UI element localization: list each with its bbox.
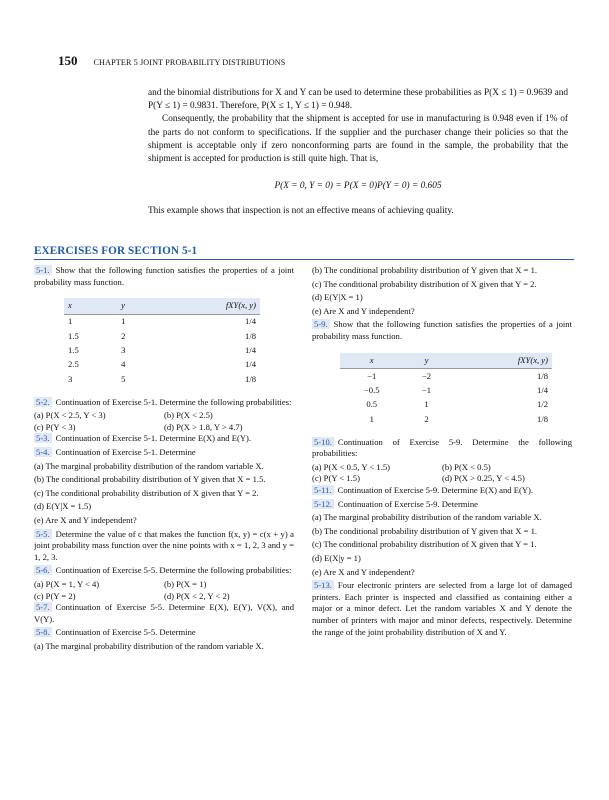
table-header-cell: x xyxy=(340,353,403,369)
part-a: (a) The marginal probability distribution of the random variable X. xyxy=(34,460,264,471)
exercise-text: Continuation of Exercise 5-1. Determine the following probabilities: xyxy=(55,396,292,407)
part-d: (d) P(X > 1.8, Y > 4.7) xyxy=(164,421,243,432)
table-cell: 5 xyxy=(121,373,126,384)
exercise-text: Continuation of Exercise 5-5. Determine E(X), E(Y), V(X), and V(Y). xyxy=(34,602,294,624)
exercise-text: Show that the following function satisfies the properties of a joint probability mass function. xyxy=(312,319,572,341)
exercise-text: Determine the value of c that makes the function f(x, y) = c(x + y) a joint probability mass function over the nine points with x = 1, 2, 3 and y = 1, 2, 3. xyxy=(34,528,294,562)
part-d: (d) E(Y|X = 1) xyxy=(312,292,363,303)
exercise-5-3 xyxy=(34,433,294,445)
table-cell: 1.5 xyxy=(68,330,79,341)
exercise-5-12 xyxy=(312,499,572,511)
exercise-number: 5-4. xyxy=(36,447,50,458)
part-c: (c) P(Y = 2) xyxy=(34,590,76,601)
table-header-cell: fXY(x, y) xyxy=(152,298,260,314)
table-cell: −2 xyxy=(421,370,432,381)
part-b: (b) P(X = 1) xyxy=(164,578,207,589)
table-cell: 1/4 xyxy=(245,359,256,370)
part-a: (a) P(X = 1, Y < 4) xyxy=(34,578,100,589)
table-cell: 0.5 xyxy=(366,399,378,410)
left-column xyxy=(34,265,294,655)
part-b: (b) The conditional probability distribution of Y given that X = 1.5. xyxy=(34,474,266,485)
table-row xyxy=(64,358,260,372)
table-row xyxy=(340,384,552,398)
table-cell: 1.5 xyxy=(68,344,79,355)
exercise-text: Continuation of Exercise 5-9. Determine the following probabilities: xyxy=(312,436,572,459)
part-b: (b) The conditional probability distribution of Y given that X = 1. xyxy=(312,265,538,275)
table-cell: −0.5 xyxy=(363,384,380,395)
table-row xyxy=(340,398,552,412)
table-row xyxy=(64,372,260,386)
table-row xyxy=(64,314,260,329)
exercise-text: Continuation of Exercise 5-9. Determine xyxy=(337,498,478,509)
exercise-5-11 xyxy=(312,485,572,497)
part-d: (d) E(X|y = 1) xyxy=(312,553,361,563)
section-divider xyxy=(34,259,574,260)
table-cell: 1 xyxy=(369,413,374,424)
page-number: 150 xyxy=(58,53,78,68)
exercise-5-1 xyxy=(34,265,294,288)
exercise-parts-row xyxy=(312,462,572,474)
exercise-parts-row xyxy=(34,422,294,434)
exercise-text: Continuation of Exercise 5-5. Determine the following probabilities: xyxy=(55,565,292,576)
exercise-number: 5-9. xyxy=(314,319,328,330)
table-header-cell: y xyxy=(117,298,152,314)
table-cell: −1 xyxy=(421,384,432,395)
part-b: (b) The conditional probability distribution of Y given that X = 1. xyxy=(312,525,538,536)
table-cell: 3 xyxy=(121,344,126,355)
part-e: (e) Are X and Y independent? xyxy=(312,566,415,577)
exercise-number: 5-11. xyxy=(314,485,332,496)
table-cell: 1/4 xyxy=(245,316,256,327)
pmf-table-1 xyxy=(64,298,260,386)
table-cell: 1/4 xyxy=(245,344,256,355)
part-c: (c) The conditional probability distribution of X given that Y = 2. xyxy=(34,487,259,498)
exercise-text: Continuation of Exercise 5-1. Determine xyxy=(55,447,196,458)
table-cell: 1/8 xyxy=(537,370,548,381)
intro-text xyxy=(148,87,568,219)
part-a: (a) P(X < 0.5, Y < 1.5) xyxy=(312,461,391,472)
table-cell: 1 xyxy=(68,316,73,327)
chapter-title: CHAPTER 5 JOINT PROBABILITY DISTRIBUTIONS xyxy=(93,58,286,67)
table-cell: 1/8 xyxy=(537,413,548,424)
exercise-number: 5-12. xyxy=(314,498,332,509)
table-header-cell: x xyxy=(64,298,117,314)
exercise-parts-row xyxy=(34,410,294,422)
part-d: (d) E(Y|X = 1.5) xyxy=(34,501,92,512)
table-cell: 1/8 xyxy=(245,373,256,384)
table-row xyxy=(340,369,552,384)
exercise-5-4 xyxy=(34,447,294,459)
pmf-table-2 xyxy=(340,353,552,427)
table-cell: 3 xyxy=(68,373,73,384)
part-b: (b) P(X < 2.5) xyxy=(164,410,213,421)
part-a: (a) The marginal probability distribution of the random variable X. xyxy=(34,640,264,651)
part-e: (e) Are X and Y independent? xyxy=(312,305,415,316)
page-header xyxy=(58,52,578,70)
part-c: (c) P(Y < 3) xyxy=(34,421,76,432)
table-cell: 4 xyxy=(121,359,126,370)
part-c: (c) The conditional probability distribution of X given that Y = 1. xyxy=(312,539,537,550)
table-cell: 1 xyxy=(424,399,429,410)
part-c: (c) The conditional probability distribution of X given that Y = 2. xyxy=(312,278,537,289)
part-d: (d) P(X > 0.25, Y < 4.5) xyxy=(442,473,525,484)
exercise-5-8 xyxy=(34,627,294,639)
table-header-cell: y xyxy=(403,353,449,369)
table-cell: 1/4 xyxy=(537,384,548,395)
exercise-5-2 xyxy=(34,397,294,409)
exercise-text: Continuation of Exercise 5-1. Determine E(X) and E(Y). xyxy=(55,433,252,444)
exercise-text: Continuation of Exercise 5-9. Determine E(X) and E(Y). xyxy=(337,485,534,496)
exercise-number: 5-2. xyxy=(36,396,50,407)
table-row xyxy=(64,344,260,358)
exercise-5-9 xyxy=(312,319,572,342)
exercise-parts-row xyxy=(34,591,294,603)
exercise-5-6 xyxy=(34,565,294,577)
exercise-text: Continuation of Exercise 5-5. Determine xyxy=(55,627,196,638)
table-cell: −1 xyxy=(367,370,377,381)
part-c: (c) P(Y < 1.5) xyxy=(312,473,360,484)
part-a: (a) The marginal probability distribution of the random variable X. xyxy=(312,512,542,523)
table-cell: 1/8 xyxy=(245,330,256,341)
exercise-number: 5-1. xyxy=(36,265,50,275)
exercise-number: 5-8. xyxy=(36,627,50,638)
exercise-5-5 xyxy=(34,529,294,564)
intro-paragraph-1: and the binomial distributions for X and Y can be used to determine these probabilities as P(X ≤ 1) = 0.9639 and P(Y ≤ 1) = 0.9831. Therefore, P(X ≤ 1, Y ≤ 1) = 0.948. xyxy=(148,88,568,112)
exercise-text: Show that the following function satisfies the properties of a joint probability mass function. xyxy=(34,265,294,287)
intro-equation: P(X = 0, Y = 0) = P(X = 0)P(Y = 0) = 0.605 xyxy=(274,181,442,192)
exercise-number: 5-3. xyxy=(36,433,50,444)
exercise-number: 5-10. xyxy=(314,436,332,447)
table-cell: 2 xyxy=(424,413,429,424)
exercise-text: Four electronic printers are selected from a large lot of damaged printers. Each printer is inspected and classified as containing either a major or a minor defect. Let the random variables X and Y denote the number of printers with major and minor defects, respectively. Determine the range of the joint probability distribution of X and Y. xyxy=(312,580,572,637)
exercise-5-13 xyxy=(312,580,572,638)
exercise-parts-row xyxy=(312,473,572,485)
table-header-cell: fXY(x, y) xyxy=(450,353,552,369)
table-cell: 2.5 xyxy=(68,359,79,370)
part-a: (a) P(X < 2.5, Y < 3) xyxy=(34,410,106,421)
table-row xyxy=(340,412,552,426)
table-cell: 1/2 xyxy=(537,399,548,410)
section-title: EXERCISES FOR SECTION 5-1 xyxy=(34,245,198,257)
exercise-number: 5-6. xyxy=(36,565,50,576)
part-e: (e) Are X and Y independent? xyxy=(34,515,137,525)
table-row xyxy=(64,329,260,343)
exercise-5-7 xyxy=(34,602,294,625)
exercise-parts-row xyxy=(34,579,294,591)
exercise-number: 5-5. xyxy=(36,528,50,539)
exercise-5-10 xyxy=(312,437,572,460)
exercise-number: 5-13. xyxy=(314,580,332,591)
right-column xyxy=(312,265,572,640)
table-cell: 2 xyxy=(121,330,126,341)
table-cell: 1 xyxy=(121,316,126,327)
intro-paragraph-2: Consequently, the probability that the shipment is accepted for use in manufacturing is 0.948 even if 1% of the parts do not conform to specifications. If the supplier and the purchaser change their policies so that the shipment is acceptable only if zero nonconforming parts are found in the sample, the probability that the shipment is accepted for production is still quite high. That is, xyxy=(148,114,568,165)
exercise-number: 5-7. xyxy=(36,602,50,613)
intro-paragraph-3: This example shows that inspection is not an effective means of achieving quality. xyxy=(148,206,454,217)
part-b: (b) P(X < 0.5) xyxy=(442,461,491,472)
part-d: (d) P(X < 2, Y < 2) xyxy=(164,590,230,601)
